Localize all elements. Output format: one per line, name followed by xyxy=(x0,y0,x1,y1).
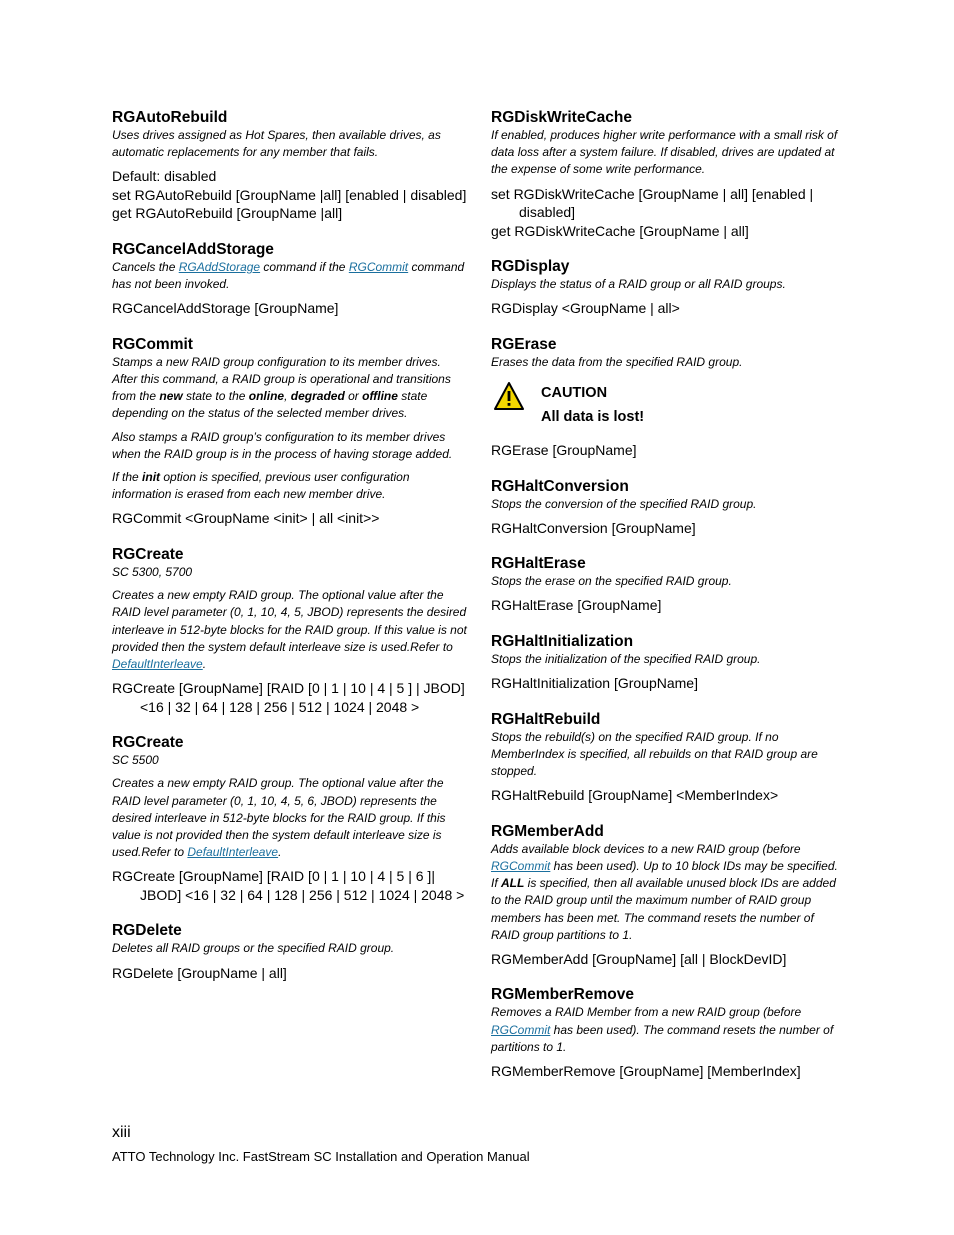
entry-rgcommit xyxy=(112,335,467,528)
command-description xyxy=(491,1004,843,1056)
command-title: RGCancelAddStorage xyxy=(112,240,274,258)
right-column xyxy=(491,108,843,1098)
desc-text: , xyxy=(284,389,291,404)
command-description: Deletes all RAID groups or the specified RAID group. xyxy=(112,941,395,956)
desc-text: state depending on the status of the selected member drives. xyxy=(112,389,428,421)
command-description: Stops the conversion of the specified RAID group. xyxy=(491,496,757,511)
command-title: RGHaltErase xyxy=(491,555,586,573)
command-description xyxy=(112,259,467,293)
desc-text: has been used). The command resets the number of partitions to 1. xyxy=(491,1022,834,1054)
desc-text: command if the xyxy=(260,259,349,274)
model-note: SC 5500 xyxy=(112,753,159,768)
command-syntax: RGCommit <GroupName <init> | all <init>> xyxy=(112,510,380,527)
desc-text: Stamps a new RAID group configuration to its member drives. After this command, a RAID group is operational and transitions from the xyxy=(112,354,451,404)
state-offline: offline xyxy=(362,389,398,404)
command-title: RGDisplay xyxy=(491,258,570,276)
state-online: online xyxy=(248,389,285,404)
entry-rghaltrebuild xyxy=(491,710,843,805)
entry-rgdelete xyxy=(112,921,467,982)
desc-text: Creates a new empty RAID group. The optional value after the RAID level parameter (0, 1, 10, 4, 5, 6, JBOD) represents the desired interleave in 512-byte blocks for the RAID group. If this value is not provided then the system default interleave size is used.Refer to xyxy=(112,776,446,860)
rgaddstorage-link[interactable]: RGAddStorage xyxy=(178,259,261,274)
desc-text: or xyxy=(344,389,363,404)
entry-rghaltinitialization xyxy=(491,632,843,693)
entry-rgmemberadd xyxy=(491,822,843,969)
command-syntax: RGHaltErase [GroupName] xyxy=(491,597,662,614)
rgcommit-link[interactable]: RGCommit xyxy=(491,1022,551,1037)
command-title: RGHaltRebuild xyxy=(491,710,601,728)
entry-rgcreate-sc5300 xyxy=(112,545,467,716)
left-column xyxy=(112,108,467,999)
command-syntax: get RGDiskWriteCache [GroupName | all] xyxy=(491,222,749,239)
caution-callout xyxy=(493,381,843,429)
command-syntax: RGDelete [GroupName | all] xyxy=(112,964,287,981)
desc-text: option is specified, previous user configuration information is erased from each new member drive. xyxy=(112,470,410,502)
desc-text: command has not been invoked. xyxy=(112,259,465,292)
command-description xyxy=(112,587,467,673)
rgcommit-link[interactable]: RGCommit xyxy=(491,858,551,873)
desc-text: state to the xyxy=(182,389,249,404)
command-title: RGCreate xyxy=(112,734,184,752)
command-description: If enabled, produces higher write performance with a small risk of data loss after a system failure. If disabled, drives are updated at the expense of some write performance. xyxy=(491,128,838,177)
entry-rgcanceladdstorage xyxy=(112,240,467,318)
command-description: Erases the data from the specified RAID group. xyxy=(491,354,743,369)
state-degraded: degraded xyxy=(290,389,345,404)
command-syntax: RGHaltConversion [GroupName] xyxy=(491,519,696,536)
footer-manual-title: ATTO Technology Inc. FastStream SC Installation and Operation Manual xyxy=(112,1149,530,1164)
command-title: RGDelete xyxy=(112,922,182,940)
option-all: ALL xyxy=(501,876,525,891)
defaultinterleave-link[interactable]: DefaultInterleave xyxy=(112,656,203,671)
command-description: Stops the erase on the specified RAID group. xyxy=(491,574,732,589)
command-syntax: RGDisplay <GroupName | all> xyxy=(491,300,680,317)
desc-text: is specified, then all available unused block IDs are added to the RAID group until the maximum number of RAID group members has been met. The command resets the number of RAID group partitions to 1. xyxy=(491,876,836,942)
caution-text-block xyxy=(541,381,644,429)
page-number: xiii xyxy=(112,1124,131,1141)
default-value: Default: disabled xyxy=(112,168,217,185)
rgcommit-link[interactable]: RGCommit xyxy=(348,259,409,274)
entry-rgerase xyxy=(491,335,843,460)
command-syntax: RGHaltRebuild [GroupName] <MemberIndex> xyxy=(491,787,779,804)
command-description: Displays the status of a RAID group or all RAID groups. xyxy=(491,277,786,292)
entry-rgmemberremove xyxy=(491,985,843,1080)
command-title: RGMemberRemove xyxy=(491,986,634,1004)
command-syntax: RGCancelAddStorage [GroupName] xyxy=(112,300,339,317)
command-description xyxy=(491,841,843,944)
command-syntax: RGErase [GroupName] xyxy=(491,442,637,459)
command-title: RGMemberAdd xyxy=(491,822,604,840)
entry-rghaltconversion xyxy=(491,477,843,538)
entry-rgdiskwritecache xyxy=(491,108,843,240)
command-description xyxy=(112,775,467,861)
command-description: Stops the rebuild(s) on the specified RAID group. If no MemberIndex is specified, all rebuilds on that RAID group are stopped. xyxy=(491,729,818,779)
command-title: RGAutoRebuild xyxy=(112,109,228,126)
desc-text: . xyxy=(278,845,282,860)
model-note: SC 5300, 5700 xyxy=(112,564,193,579)
command-syntax: RGCreate [GroupName] [RAID [0 | 1 | 10 | 4 | 5 ] | JBOD] <16 | 32 | 64 | 128 | 256 | 512 | 1024 | 2048 > xyxy=(112,680,465,715)
command-title: RGHaltInitialization xyxy=(491,632,634,650)
command-title: RGDiskWriteCache xyxy=(491,109,632,126)
caution-heading: CAUTION xyxy=(541,385,608,402)
command-syntax: get RGAutoRebuild [GroupName |all] xyxy=(112,205,343,222)
desc-text: Removes a RAID Member from a new RAID group (before xyxy=(491,1005,802,1020)
desc-text: Adds available block devices to a new RAID group (before xyxy=(491,841,801,856)
desc-text: Creates a new empty RAID group. The optional value after the RAID level parameter (0, 1, 10, 4, 5, JBOD) represents the desired interleave in 512-byte blocks for the RAID group. If this value is not provided then the system default interleave size is used.Refer to xyxy=(112,588,467,654)
warning-triangle-icon xyxy=(493,381,525,411)
command-description: Also stamps a RAID group’s configuration to its member drives when the RAID group is in the process of having storage added. xyxy=(112,429,453,461)
command-syntax: RGMemberAdd [GroupName] [all | BlockDevID] xyxy=(491,950,787,967)
command-syntax: set RGDiskWriteCache [GroupName | all] [enabled | disabled] xyxy=(491,185,814,221)
desc-text: Cancels the xyxy=(112,259,179,274)
command-description xyxy=(112,469,467,503)
caution-message: All data is lost! xyxy=(541,409,645,426)
entry-rgdisplay xyxy=(491,257,843,318)
command-description: Stops the initialization of the specified RAID group. xyxy=(491,651,761,666)
command-title: RGHaltConversion xyxy=(491,477,629,495)
desc-text: has been used). Up to 10 block IDs may be specified. If xyxy=(491,858,838,891)
command-title: RGErase xyxy=(491,335,557,353)
command-description xyxy=(112,354,467,423)
entry-rghalterase xyxy=(491,554,843,615)
desc-text: . xyxy=(202,656,207,671)
defaultinterleave-link[interactable]: DefaultInterleave xyxy=(187,845,279,860)
option-init: init xyxy=(142,470,161,485)
entry-rgcreate-sc5500 xyxy=(112,733,467,904)
command-syntax: set RGAutoRebuild [GroupName |all] [enabled | disabled] xyxy=(112,186,467,203)
state-new: new xyxy=(159,389,183,404)
command-title: RGCommit xyxy=(112,335,193,353)
command-syntax: RGCreate [GroupName] [RAID [0 | 1 | 10 | 4 | 5 | 6 ]| JBOD] <16 | 32 | 64 | 128 | 256 | 512 | 1024 | 2048 > xyxy=(112,868,465,903)
command-description: Uses drives assigned as Hot Spares, then available drives, as automatic replacements for any member that fails. xyxy=(112,128,441,160)
command-title: RGCreate xyxy=(112,545,184,563)
desc-text: If the xyxy=(112,470,143,485)
command-syntax: RGMemberRemove [GroupName] [MemberIndex] xyxy=(491,1063,801,1080)
command-syntax: RGHaltInitialization [GroupName] xyxy=(491,675,698,692)
entry-rgautorebuild xyxy=(112,108,467,223)
